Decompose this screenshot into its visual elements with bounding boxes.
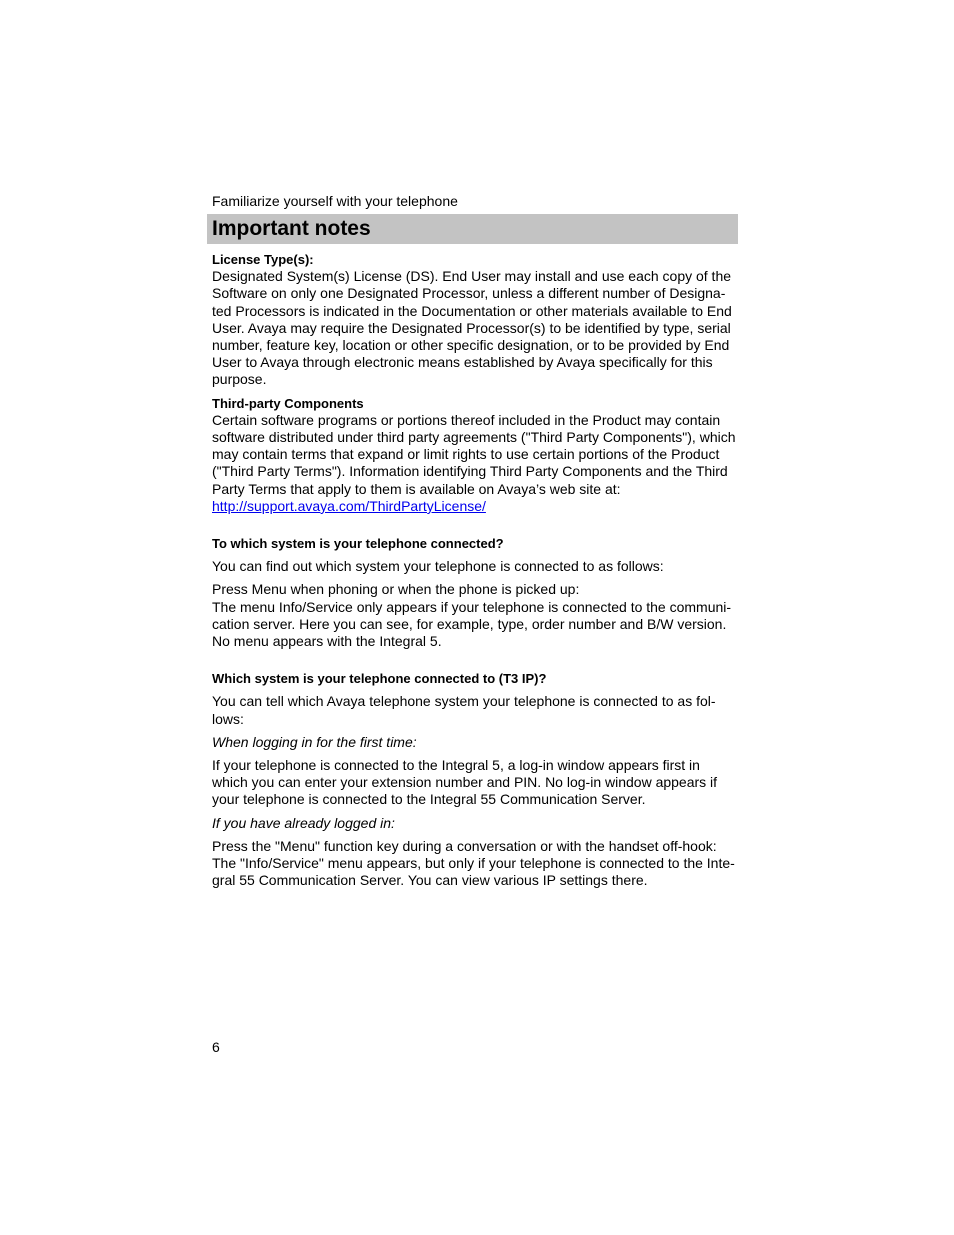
license-line: Software on only one Designated Processor, unless a different number of Designa- bbox=[212, 285, 726, 302]
system-t3ip-heading: Which system is your telephone connected to (T3 IP)? bbox=[212, 671, 547, 687]
system-connected-intro: You can find out which system your telephone is connected to as follows: bbox=[212, 558, 664, 575]
third-party-line: ("Third Party Terms"). Information identifying Third Party Components and the Third bbox=[212, 463, 728, 480]
system-connected-section bbox=[212, 535, 738, 650]
running-header: Familiarize yourself with your telephone bbox=[212, 193, 458, 209]
system-connected-line: cation server. Here you can see, for example, type, order number and B/W version. bbox=[212, 615, 727, 632]
system-connected-line: No menu appears with the Integral 5. bbox=[212, 633, 442, 650]
license-line: User to Avaya through electronic means established by Avaya specifically for this bbox=[212, 354, 713, 371]
system-t3ip-intro: lows: bbox=[212, 710, 244, 727]
third-party-section bbox=[212, 395, 738, 515]
license-section bbox=[212, 251, 738, 389]
logged-in-line: The "Info/Service" menu appears, but only if your telephone is connected to the Inte- bbox=[212, 855, 735, 872]
logged-in-line: gral 55 Communication Server. You can view various IP settings there. bbox=[212, 872, 648, 889]
third-party-line: Certain software programs or portions thereof included in the Product may contain bbox=[212, 411, 721, 428]
page-title: Important notes bbox=[212, 217, 371, 240]
first-time-line: which you can enter your extension number and PIN. No log-in window appears if bbox=[212, 774, 718, 791]
system-t3ip-section bbox=[212, 670, 738, 889]
license-line: Designated System(s) License (DS). End User may install and use each copy of the bbox=[212, 268, 732, 285]
license-line: ted Processors is indicated in the Documentation or other materials available to End bbox=[212, 302, 732, 319]
system-connected-line: Press Menu when phoning or when the phone is picked up: bbox=[212, 581, 580, 598]
first-time-label: When logging in for the first time: bbox=[212, 733, 417, 750]
third-party-heading: Third-party Components bbox=[212, 395, 364, 411]
third-party-line: may contain terms that expand or limit rights to use certain portions of the Product bbox=[212, 446, 720, 463]
first-time-line: If your telephone is connected to the Integral 5, a log-in window appears first in bbox=[212, 757, 700, 774]
license-heading: License Type(s): bbox=[212, 252, 314, 267]
system-connected-line: The menu Info/Service only appears if your telephone is connected to the communi- bbox=[212, 598, 732, 615]
logged-in-label: If you have already logged in: bbox=[212, 814, 395, 831]
page-content bbox=[212, 251, 738, 890]
first-time-line: your telephone is connected to the Integral 55 Communication Server. bbox=[212, 791, 646, 808]
title-bar bbox=[207, 214, 738, 244]
license-line: purpose. bbox=[212, 371, 267, 388]
third-party-line: Party Terms that apply to them is available on Avaya’s web site at: bbox=[212, 480, 621, 497]
system-t3ip-intro: You can tell which Avaya telephone system your telephone is connected to as fol- bbox=[212, 693, 716, 710]
third-party-line: software distributed under third party agreements ("Third Party Components"), which bbox=[212, 429, 736, 446]
page-number: 6 bbox=[212, 1039, 220, 1055]
license-line: User. Avaya may require the Designated Processor(s) to be identified by type, serial bbox=[212, 319, 731, 336]
license-line: number, feature key, location or other specific designation, or to be provided by End bbox=[212, 337, 730, 354]
third-party-license-link[interactable]: http://support.avaya.com/ThirdPartyLicense/ bbox=[212, 497, 486, 514]
system-connected-heading: To which system is your telephone connected? bbox=[212, 536, 504, 552]
logged-in-line: Press the "Menu" function key during a conversation or with the handset off-hook: bbox=[212, 837, 717, 854]
